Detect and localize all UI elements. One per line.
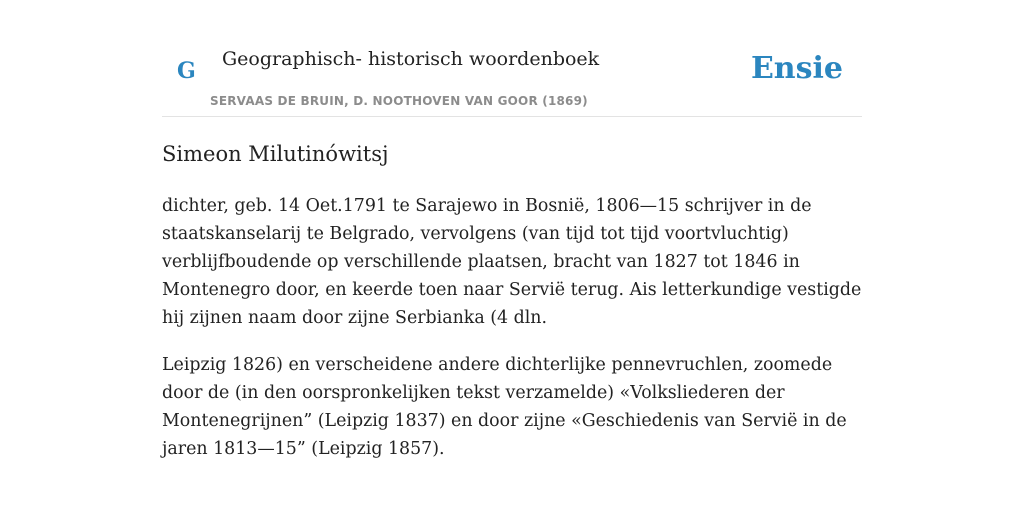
brand-logo-link[interactable]: Ensie bbox=[750, 51, 843, 86]
entry-paragraph: Leipzig 1826) en verscheidene andere dichterlijke pennevruchlen, zoomede door de (in den oorspronkelijken tekst verzamelde) «Volksliederen der Montenegrijnen” (Leipzig 1837) en door zijne «Geschiedenis van Servië in de jaren 1813—15” (Leipzig 1857). bbox=[162, 355, 847, 459]
entry-paragraph: dichter, geb. 14 Oet.1791 te Sarajewo in Bosnië, 1806—15 schrijver in de staatskanselarij te Belgrado, vervolgens (van tijd tot tijd voortvluchtig) verblijfboudende op verschillende plaatsen, bracht van 1827 tot 1846 in Montenegro door, en keerde toen naar Servië terug. Ais letterkundige vestigde hij zijnen naam door zijne Serbianka (4 dln. bbox=[162, 196, 862, 328]
header bbox=[162, 0, 862, 117]
entry-body bbox=[162, 192, 867, 482]
entry-title: Simeon Milutinówitsj bbox=[162, 142, 389, 166]
book-letter-badge[interactable]: G bbox=[177, 58, 196, 84]
book-title-link[interactable]: Geographisch- historisch woordenboek bbox=[222, 48, 600, 70]
book-authors: SERVAAS DE BRUIN, D. NOOTHOVEN VAN GOOR (1869) bbox=[210, 94, 588, 108]
